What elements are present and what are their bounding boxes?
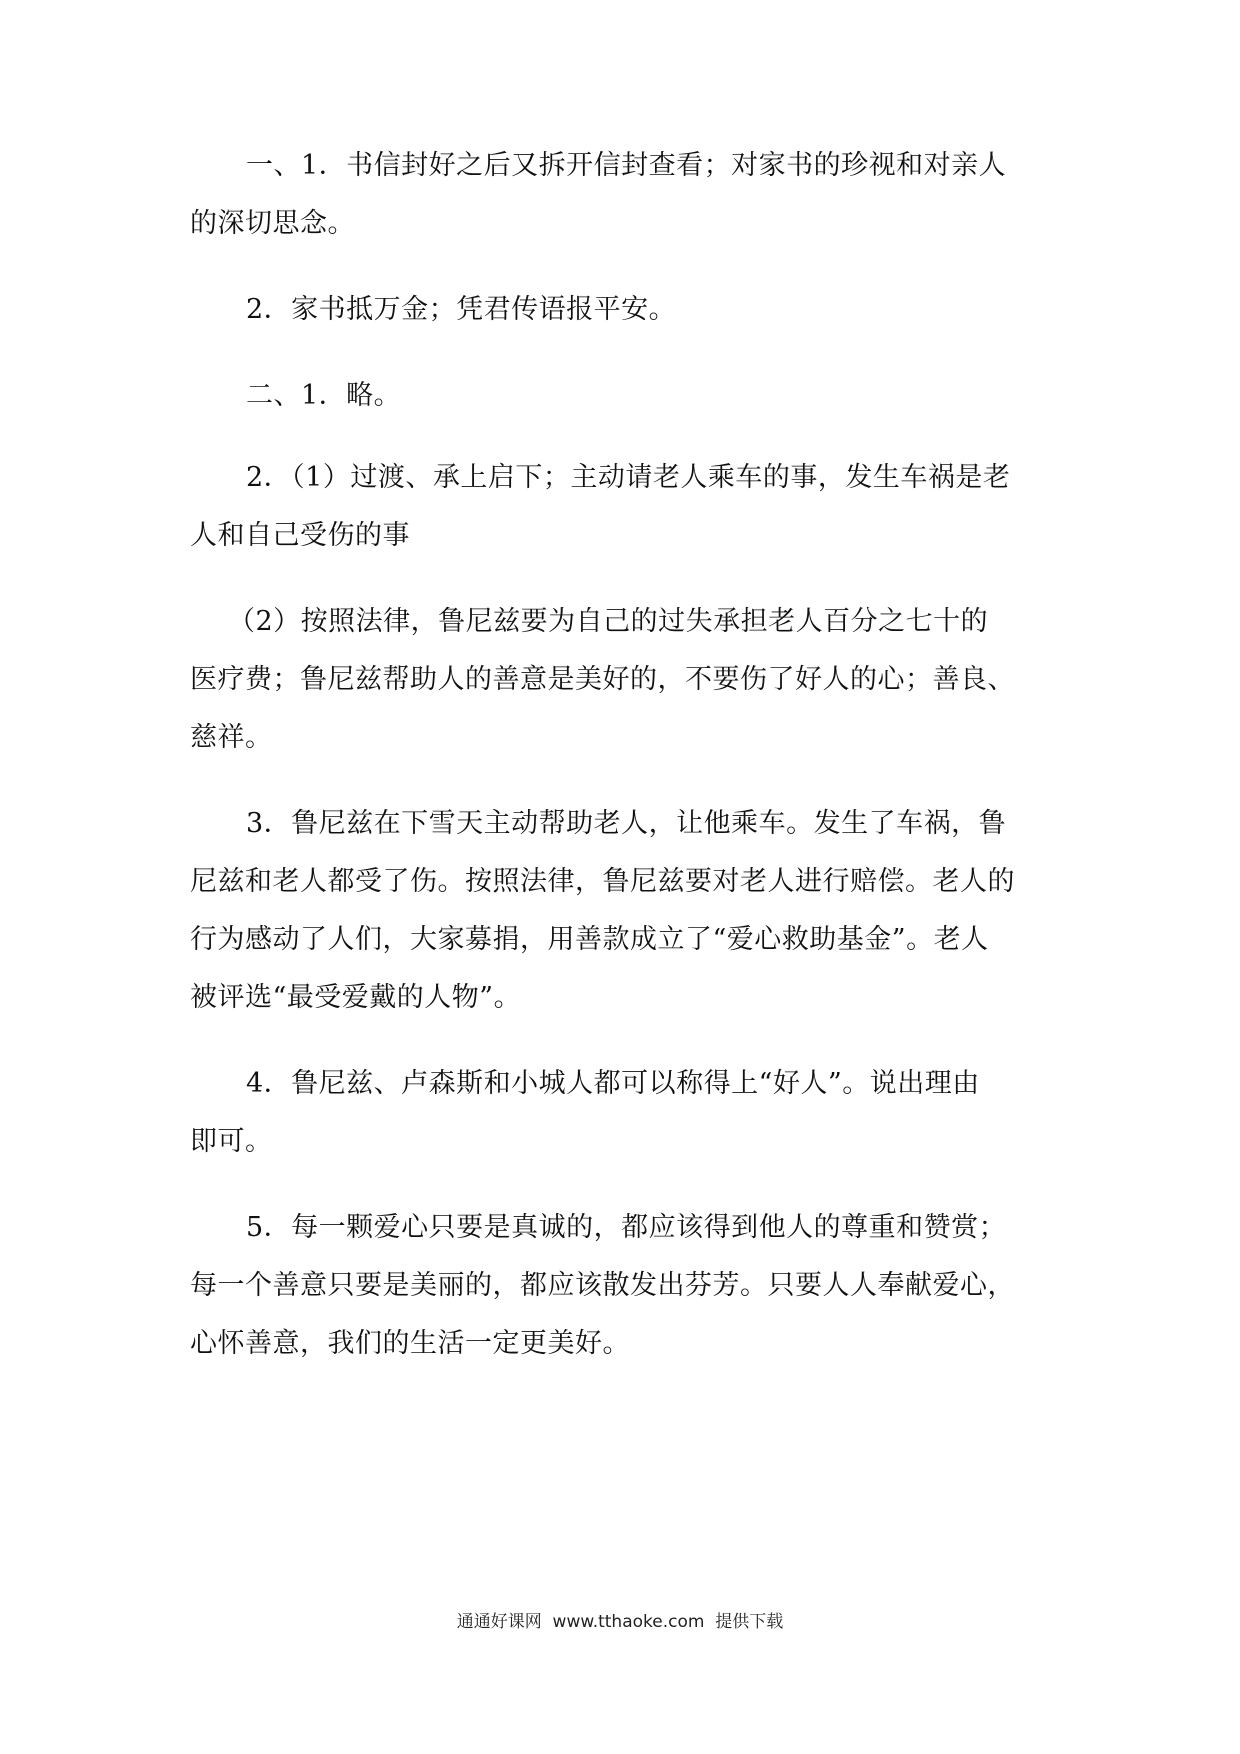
answer-line: 行为感动了人们，大家募捐，用善款成立了“爱心救助基金”。老人	[190, 924, 989, 955]
answer-line: 即可。	[190, 1126, 273, 1157]
answer-line: 2．家书抵万金；凭君传语报平安。	[246, 294, 677, 325]
answer-line: 5．每一颗爱心只要是真诚的，都应该得到他人的尊重和赞赏；	[246, 1212, 1007, 1243]
answer-line: 二、1．略。	[246, 380, 402, 411]
answer-line: 4．鲁尼兹、卢森斯和小城人都可以称得上“好人”。说出理由	[246, 1068, 980, 1099]
answer-line: 2．（1）过渡、承上启下；主动请老人乘车的事，发生车祸是老	[246, 462, 1011, 493]
answer-line: 一、1．书信封好之后又拆开信封查看；对家书的珍视和对亲人	[246, 150, 1007, 181]
answer-line: 尼兹和老人都受了伤。按照法律，鲁尼兹要对老人进行赔偿。老人的	[190, 866, 1015, 897]
answer-line: 被评选“最受爱戴的人物”。	[190, 982, 522, 1013]
answer-line: 3．鲁尼兹在下雪天主动帮助老人，让他乘车。发生了车祸，鲁	[246, 808, 1007, 839]
answer-line: 心怀善意，我们的生活一定更美好。	[190, 1328, 630, 1359]
answer-line: 每一个善意只要是美丽的，都应该散发出芬芳。只要人人奉献爱心，	[190, 1270, 1015, 1301]
answer-line: 医疗费；鲁尼兹帮助人的善意是美好的，不要伤了好人的心；善良、	[190, 664, 1015, 695]
answer-line: 人和自己受伤的事	[190, 520, 410, 551]
answer-line: 的深切思念。	[190, 208, 355, 239]
answer-line: （2）按照法律，鲁尼兹要为自己的过失承担老人百分之七十的	[228, 606, 989, 637]
page-footer: 通通好课网 www.tthaoke.com 提供下载	[456, 1612, 784, 1632]
answer-line: 慈祥。	[190, 722, 273, 753]
